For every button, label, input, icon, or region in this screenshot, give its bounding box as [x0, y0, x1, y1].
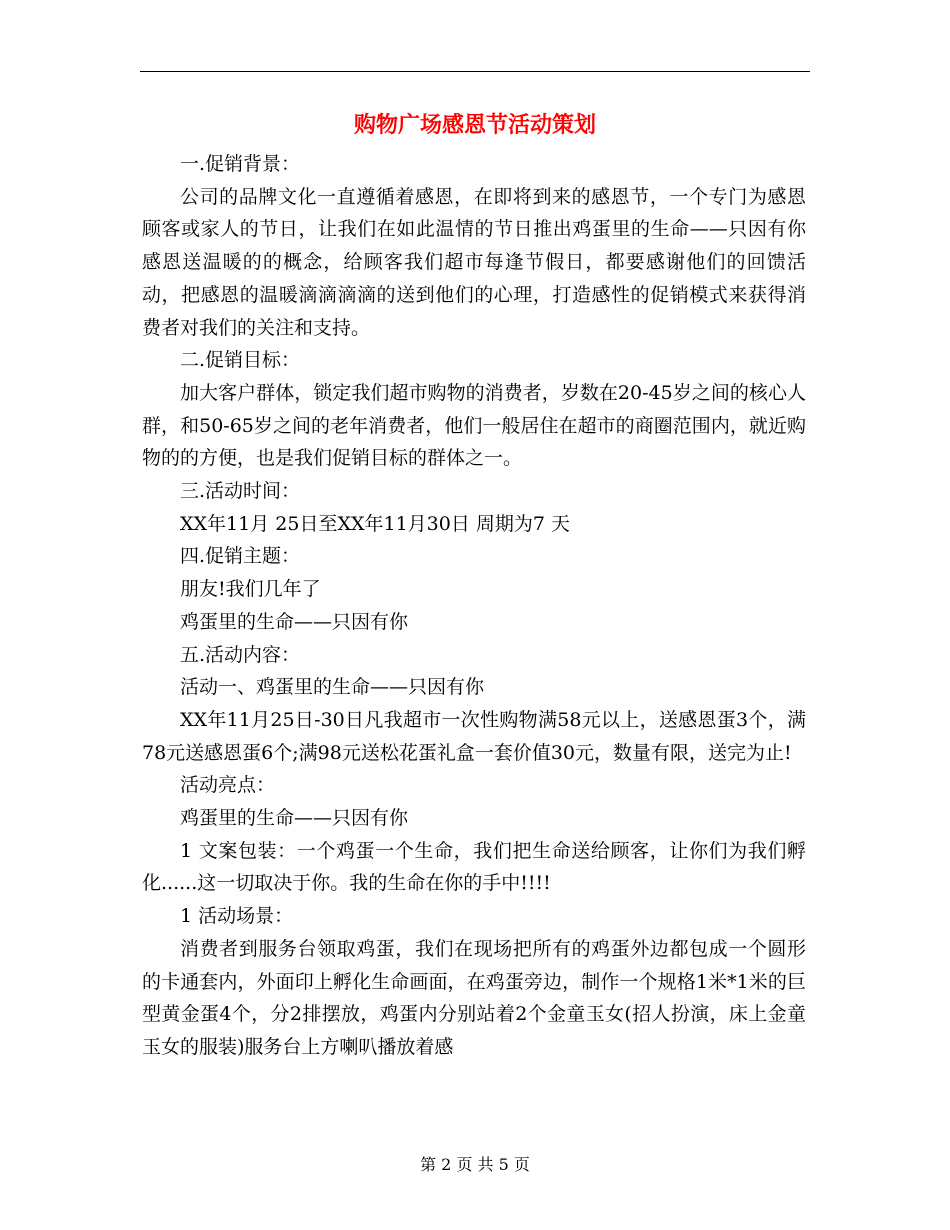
paragraph-highlight-theme: 鸡蛋里的生命——只因有你	[180, 807, 409, 830]
paragraph-copywriting: 1 文案包装：一个鸡蛋一个生命，我们把生命送给顾客，让你们为我们孵化......这一切取决于你。我的生命在你的手中!!!!	[142, 839, 806, 895]
header-rule	[140, 71, 810, 72]
paragraph-background: 公司的品牌文化一直遵循着感恩，在即将到来的感恩节，一个专门为感恩顾客或家人的节日，让我们在如此温情的节日推出鸡蛋里的生命——只因有你感恩送温暖的的概念，给顾客我们超市每逢节假日，都要感谢他们的回馈活动，把感恩的温暖滴滴滴滴的送到他们的心理，打造感性的促销模式来获得消费者对我们的关注和支持。	[142, 185, 806, 339]
section-heading-goal: 二.促销目标：	[180, 349, 301, 372]
page-footer: 第 2 页 共 5 页	[420, 1155, 530, 1174]
section-heading-content: 五.活动内容：	[180, 643, 301, 666]
document-title: 购物广场感恩节活动策划	[353, 112, 596, 138]
section-heading-theme: 四.促销主题：	[180, 545, 301, 568]
section-heading-background: 一.促销背景：	[180, 153, 301, 175]
paragraph-time: XX年11月 25日至XX年11月30日 周期为7 天	[180, 512, 571, 535]
paragraph-theme-2: 鸡蛋里的生命——只因有你	[180, 610, 409, 633]
paragraph-highlight-heading: 活动亮点：	[180, 774, 276, 797]
paragraph-scene-heading: 1 活动场景：	[180, 905, 294, 928]
section-heading-time: 三.活动时间：	[180, 480, 301, 503]
paragraph-activity-detail: XX年11月25日-30日凡我超市一次性购物满58元以上，送感恩蛋3个，满78元送感恩蛋6个;满98元送松花蛋礼盒一套价值30元，数量有限，送完为止!	[142, 708, 806, 764]
paragraph-scene-detail: 消费者到服务台领取鸡蛋，我们在现场把所有的鸡蛋外边都包成一个圆形的卡通套内，外面印上孵化生命画面，在鸡蛋旁边，制作一个规格1米*1米的巨型黄金蛋4个，分2排摆放，鸡蛋内分别站着2个金童玉女(招人扮演，床上金童玉女的服装)服务台上方喇叭播放着感	[142, 937, 806, 1058]
paragraph-theme-1: 朋友!我们几年了	[180, 578, 321, 601]
document-body	[142, 148, 806, 1064]
paragraph-activity-title: 活动一、鸡蛋里的生命——只因有你	[180, 676, 485, 699]
paragraph-goal: 加大客户群体，锁定我们超市购物的消费者，岁数在20-45岁之间的核心人群，和50-65岁之间的老年消费者，他们一般居住在超市的商圈范围内，就近购物的的方便，也是我们促销目标的群体之一。	[142, 381, 806, 470]
